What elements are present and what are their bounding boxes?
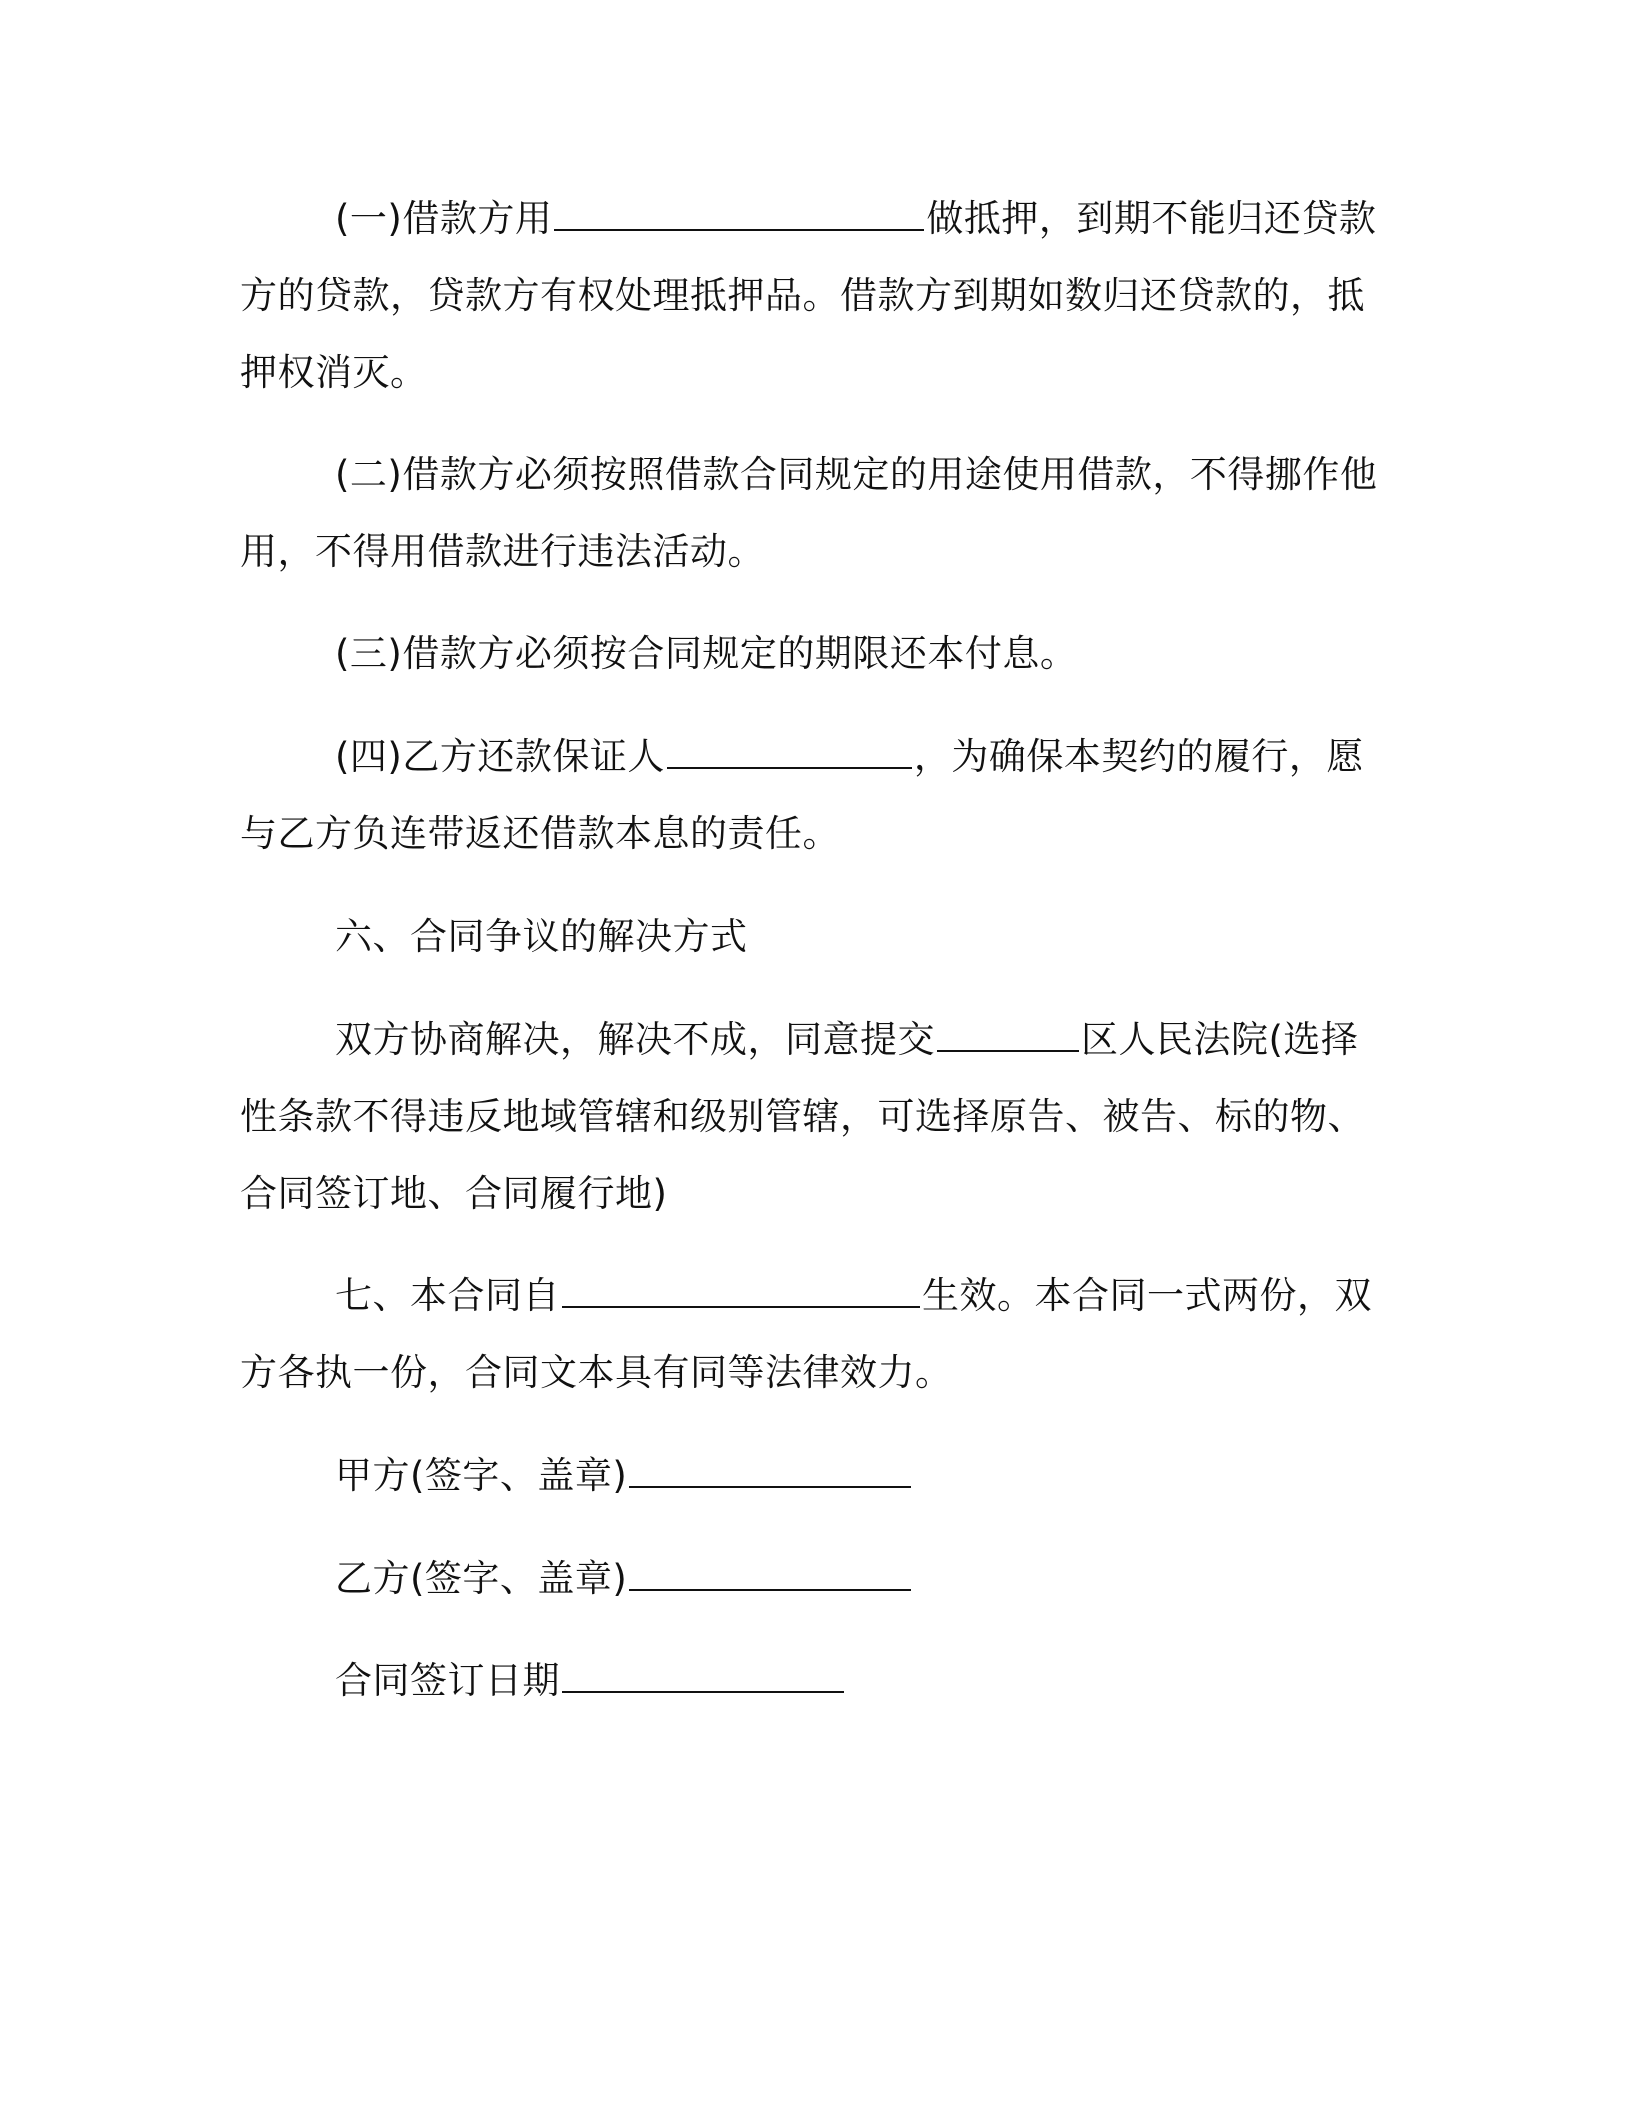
clause-1-text-b: 做抵押，到期不能归还贷款 (926, 197, 1377, 240)
section-6-text-b: 区人民法院(选择 (1081, 1018, 1359, 1061)
signature-party-a (240, 1437, 1390, 1514)
section-7-text-a: 七、本合同自 (335, 1274, 560, 1317)
section-7 (240, 1257, 1390, 1411)
signature-party-b (240, 1540, 1390, 1617)
party-b-label: 乙方(签字、盖章) (335, 1557, 628, 1600)
collateral-blank (554, 199, 924, 231)
clause-1 (240, 180, 1390, 411)
section-7-line-2: 方各执一份，合同文本具有同等法律效力。 (240, 1351, 953, 1394)
clause-3 (240, 615, 1390, 692)
section-6-text-a: 双方协商解决，解决不成，同意提交 (335, 1018, 935, 1061)
party-a-label: 甲方(签字、盖章) (335, 1454, 628, 1497)
clause-2-line-2: 用，不得用借款进行违法活动。 (240, 530, 765, 573)
clause-4-text-b: ，为确保本契约的履行，愿 (913, 735, 1364, 778)
clause-1-line-3: 押权消灭。 (240, 351, 428, 394)
signing-date (240, 1642, 1390, 1719)
clause-2 (240, 436, 1390, 590)
clause-4 (240, 718, 1390, 872)
clause-2-line-1: (二)借款方必须按照借款合同规定的用途使用借款，不得挪作他 (335, 453, 1378, 496)
effective-date-blank (562, 1276, 920, 1308)
signing-date-blank (562, 1661, 844, 1693)
party-a-signature-blank (629, 1456, 911, 1488)
section-6-body (240, 1001, 1390, 1232)
clause-3-line-1: (三)借款方必须按合同规定的期限还本付息。 (335, 632, 1078, 675)
section-6-line-2: 性条款不得违反地域管辖和级别管辖，可选择原告、被告、标的物、 (240, 1095, 1365, 1138)
clause-4-line-2: 与乙方负连带返还借款本息的责任。 (240, 812, 840, 855)
clause-4-text-a: (四)乙方还款保证人 (335, 735, 665, 778)
party-b-signature-blank (629, 1559, 911, 1591)
court-blank (937, 1020, 1079, 1052)
clause-1-line-2: 方的贷款，贷款方有权处理抵押品。借款方到期如数归还贷款的，抵 (240, 274, 1365, 317)
signing-date-label: 合同签订日期 (335, 1659, 560, 1702)
section-7-text-b: 生效。本合同一式两份，双 (922, 1274, 1372, 1317)
clause-1-text-a: (一)借款方用 (335, 197, 553, 240)
guarantor-blank (667, 737, 912, 769)
section-6-heading: 六、合同争议的解决方式 (335, 915, 748, 958)
section-6-heading-block (240, 898, 1390, 975)
section-6-line-3: 合同签订地、合同履行地) (240, 1172, 668, 1215)
